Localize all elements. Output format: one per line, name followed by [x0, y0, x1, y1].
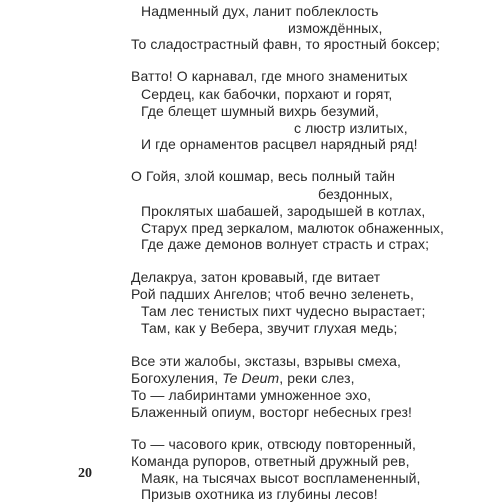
poem-line: Все эти жалобы, экстазы, взрывы смеха, [131, 353, 402, 369]
poem-line-continuation: бездонных, [318, 186, 393, 202]
poem-line: Где блещет шумный вихрь безумий, [141, 103, 380, 119]
poem-line: Сердец, как бабочки, порхают и горят, [141, 86, 393, 102]
poem-line: Надменный дух, ланит поблеклость [141, 3, 379, 19]
poem-line: О Гойя, злой кошмар, весь полный тайн [131, 168, 396, 184]
poem-line: То — лабиринтами умноженное эхо, [131, 387, 372, 403]
poem-line: Там, как у Вебера, звучит глухая медь; [141, 320, 398, 336]
poem-line: То сладострастный фавн, то яростный боксер; [131, 36, 441, 52]
poem-line: Команда рупоров, ответный дружный рев, [131, 453, 410, 469]
poem-line: Богохуления, Te Deum, реки слез, [131, 370, 355, 386]
poem-line: Блаженный опиум, восторг небесных грез! [131, 404, 412, 420]
poem-line: И где орнаментов расцвел нарядный ряд! [141, 136, 418, 152]
poem-line: То — часового крик, отвсюду повторенный, [131, 436, 416, 452]
poem-line-continuation: с люстр излитых, [294, 120, 408, 136]
poem-line: Ватто! О карнавал, где много знаменитых [131, 68, 408, 84]
poem-line-continuation: измождённых, [288, 20, 383, 36]
poem-line: Делакруа, затон кровавый, где витает [131, 269, 381, 285]
poem-line: Рой падших Ангелов; чтоб вечно зеленеть, [131, 286, 414, 302]
poem-line: Маяк, на тысячах высот воспламененный, [141, 470, 421, 486]
te-deum-italic: Te Deum [222, 370, 280, 386]
poem-line: Там лес тенистых пихт чудесно вырастает; [141, 303, 426, 319]
poem-line: Проклятых шабашей, зародышей в котлах, [141, 203, 426, 219]
page-number: 20 [78, 466, 92, 481]
poem-line: Где даже демонов волнует страсть и страх; [141, 236, 430, 252]
poem-line: Призыв охотника из глубины лесов! [141, 486, 378, 502]
poem-line: Старух пред зеркалом, малюток обнаженных, [141, 220, 444, 236]
